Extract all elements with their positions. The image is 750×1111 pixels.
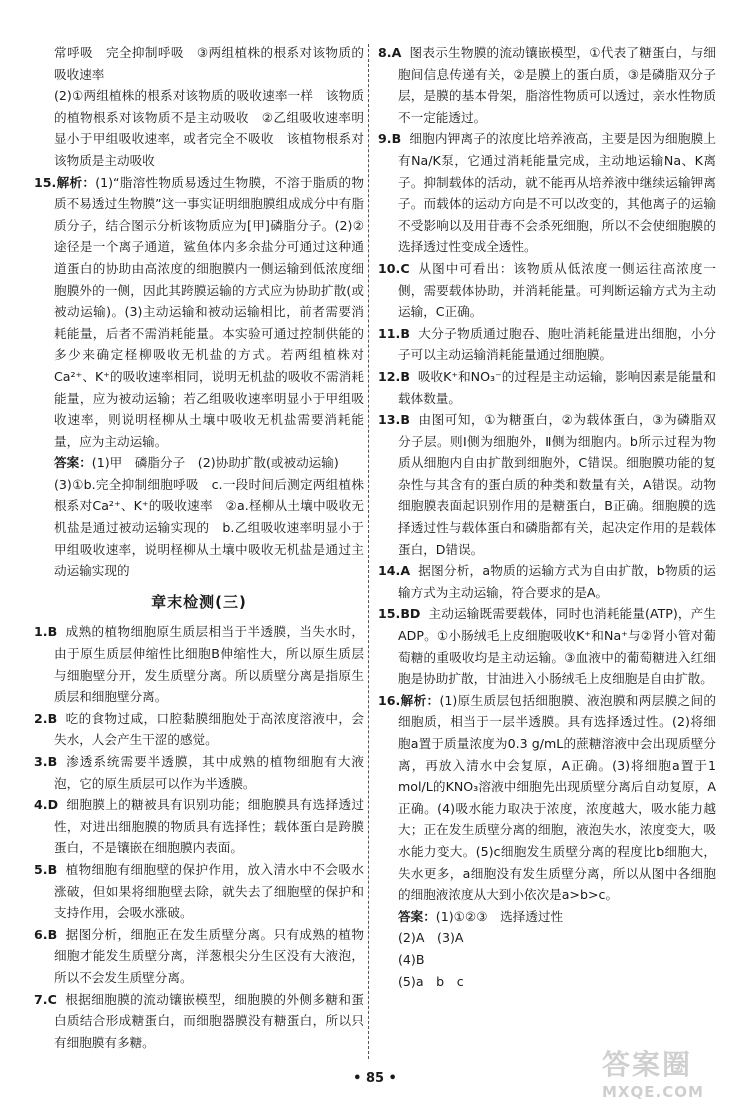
item-text: (1)①②③ 选择透过性 xyxy=(435,908,564,924)
answer-item xyxy=(378,927,716,949)
answer-item xyxy=(34,452,364,474)
answer-item xyxy=(378,971,716,993)
answer-letter: D xyxy=(47,797,59,813)
watermark-text: 答案圈 xyxy=(602,1048,693,1081)
answer-item xyxy=(34,924,364,989)
answer-letter: BD xyxy=(400,606,421,622)
watermark-url: MXQE.COM xyxy=(602,1083,704,1101)
answer-letter: A xyxy=(400,563,411,579)
item-number: 3. xyxy=(34,754,48,769)
item-text: 图表示生物膜的流动镶嵌模型，①代表了糖蛋白，与细胞间信息传递有关，②是膜上的蛋白质，③是磷脂双分子层，是膜的基本骨架，脂溶性物质可以透过，亲水性物质不一定能透过。 xyxy=(398,45,716,125)
item-number: 1. xyxy=(34,624,48,640)
item-text: 据图分析，细胞正在发生质壁分离。只有成熟的植物细胞才能发生质壁分离，洋葱根尖分生区没有大液泡，所以不会发生质壁分离。 xyxy=(54,926,364,985)
item-text: 常呼吸 完全抑制呼吸 ③两组植株的根系对该物质的吸收速率 xyxy=(54,45,364,82)
item-label: 答案： xyxy=(398,908,436,924)
answer-item xyxy=(378,258,716,323)
item-text: (1)“脂溶性物质易透过生物膜，不溶于脂质的物质不易透过生物膜”这一事实证明细胞膜组成成分中有脂质分子，结合图示分析该物质应为[甲]磷脂分子。(2)②途径是一个离子通道，鲨鱼体内多余盐分可通过这种通道蛋白的协助由高浓度的细胞膜内一侧运输到低浓度细胞膜外的一侧，因此其跨膜运输的方式应为协助扩散(或被动运输)。(3)主动运输和被动运输相比，前者需要消耗能量，后者不需消耗能量。本实验可通过控制供能的多少来确定柽柳吸收无机盐的方式。若两组植株对Ca²⁺、K⁺的吸收速率相同，说明无机盐的吸收不需消耗能量，应为被动运输；若乙组吸收速率明显小于甲组吸收速率，则说明柽柳从土壤中吸收无机盐需要消耗能量，应为主动运输。 xyxy=(54,174,364,449)
item-number: 2. xyxy=(34,710,48,726)
answer-item xyxy=(378,128,716,258)
answer-item xyxy=(378,949,716,971)
answer-item xyxy=(378,560,716,603)
item-number: 5. xyxy=(34,861,48,877)
answer-item xyxy=(378,366,716,409)
answer-letter: C xyxy=(47,991,57,1007)
item-text: (3)①b.完全抑制细胞呼吸 c.一段时间后测定两组植株根系对Ca²⁺、K⁺的吸收速率 ②a.柽柳从土壤中吸收无机盐是通过被动运输实现的 b.乙组吸收速率明显小于甲组吸收速率，说明柽柳从土壤中吸收无机盐是通过主动运输实现的 xyxy=(54,476,364,579)
item-label: 解析： xyxy=(56,174,96,190)
item-text: (5)a b c xyxy=(398,973,464,989)
answer-letter: A xyxy=(391,45,402,60)
item-number: 10. xyxy=(378,260,401,276)
answer-letter: C xyxy=(400,260,410,276)
item-number: 9. xyxy=(378,131,392,147)
answer-item xyxy=(34,474,364,582)
answer-letter: B xyxy=(47,710,58,726)
answer-item xyxy=(34,85,364,171)
answer-item xyxy=(378,690,716,906)
item-number: 14. xyxy=(378,563,401,579)
answer-item xyxy=(378,323,716,366)
item-text: 吃的食物过咸，口腔黏膜细胞处于高浓度溶液中，会失水，人会产生干涩的感觉。 xyxy=(54,710,364,748)
answer-item xyxy=(34,751,364,794)
item-number: 15. xyxy=(378,606,401,622)
item-number: 11. xyxy=(378,325,401,341)
item-text: 细胞内钾离子的浓度比培养液高，主要是因为细胞膜上有Na/K泵，它通过消耗能量完成，主动地运输Na、K离子。抑制载体的活动，就不能再从培养液中继续运输钾离子。而载体的运动方向是不可以改变的，其他离子的运输不受影响以及用苷毒不会杀死细胞，所以不会使细胞膜的选择透过性变成全透性。 xyxy=(398,131,716,255)
item-number: 7. xyxy=(34,991,48,1007)
item-text: (2)①两组植株的根系对该物质的吸收速率一样 该物质的植物根系对该物质不是主动吸收 ②乙组吸收速率明显小于甲组吸收速率，或者完全不吸收 该植物根系对该物质是主动吸收 xyxy=(54,88,364,168)
item-text: 主动运输既需要载体，同时也消耗能量(ATP)，产生ADP。①小肠绒毛上皮细胞吸收K⁺和Na⁺与②肾小管对葡萄糖的重吸收均是主动运输。③血液中的葡萄糖进入红细胞是协助扩散，甘油进入小肠绒毛上皮细胞是自由扩散。 xyxy=(398,606,716,687)
item-text: 植物细胞有细胞壁的保护作用，放入清水中不会吸水涨破，但如果将细胞壁去除，就失去了细胞壁的保护和支持作用，会吸水涨破。 xyxy=(54,861,364,921)
item-number: 8. xyxy=(378,45,392,60)
item-text: 大分子物质通过胞吞、胞吐消耗能量进出细胞，小分子可以主动运输消耗能量通过细胞膜。 xyxy=(398,325,716,363)
item-number: 13. xyxy=(378,412,401,428)
item-number: 4. xyxy=(34,797,48,813)
item-number: 6. xyxy=(34,926,48,942)
item-text: 细胞膜上的糖被具有识别功能；细胞膜具有选择透过性，对进出细胞膜的物质具有选择性；载体蛋白是跨膜蛋白，不是镶嵌在细胞膜内表面。 xyxy=(54,797,364,856)
item-number: 16. xyxy=(378,692,401,708)
right-column xyxy=(378,42,716,992)
column-divider xyxy=(368,44,369,1059)
item-text: 根据细胞膜的流动镶嵌模型，细胞膜的外侧多糖和蛋白质结合形成糖蛋白，而细胞器膜没有糖蛋白，所以只有细胞膜有多糖。 xyxy=(54,991,364,1050)
item-text: 由图可知，①为糖蛋白，②为载体蛋白，③为磷脂双分子层。则Ⅰ侧为细胞外，Ⅱ侧为细胞内。b所示过程为物质从细胞内自由扩散到细胞外，C错误。细胞膜功能的复杂性与其含有的蛋白质的种类和数量有关，A错误。动物细胞膜表面起识别作用的是糖蛋白，B正确。细胞膜的选择透过性与载体蛋白和磷脂都有关，起决定作用的是载体蛋白，D错误。 xyxy=(398,412,716,557)
answer-letter: B xyxy=(400,368,410,384)
answer-letter: B xyxy=(47,926,58,942)
item-text: 成熟的植物细胞原生质层相当于半透膜，当失水时，由于原生质层伸缩性比细胞B伸缩性大，所以原生质层与细胞壁分开，发生质壁分离。所以质壁分离是指原生质层和细胞壁分离。 xyxy=(54,624,364,705)
left-column xyxy=(34,42,364,1053)
item-text: 吸收K⁺和NO₃⁻的过程是主动运输，影响因素是能量和载体数量。 xyxy=(398,368,716,406)
answer-item xyxy=(34,794,364,859)
answer-item xyxy=(34,859,364,924)
item-text: (4)B xyxy=(398,951,425,967)
answer-item xyxy=(378,409,716,560)
item-text: 据图分析，a物质的运输方式为自由扩散，b物质的运输方式为主动运输，符合要求的是A。 xyxy=(398,563,716,600)
item-text: 从图中可看出：该物质从低浓度一侧运往高浓度一侧，需要载体协助，并消耗能量。可判断运输方式为主动运输，C正确。 xyxy=(398,260,716,320)
item-label: 解析： xyxy=(400,692,440,708)
answer-item xyxy=(34,172,364,453)
item-text: 渗透系统需要半透膜，其中成熟的植物细胞有大液泡，它的原生质层可以作为半透膜。 xyxy=(54,754,364,791)
answer-letter: B xyxy=(400,412,410,428)
answer-item xyxy=(378,42,716,128)
item-number: 12. xyxy=(378,368,401,384)
answer-item xyxy=(34,989,364,1054)
item-text: (1)甲 磷脂分子 (2)协助扩散(或被动运输) xyxy=(91,455,339,471)
item-number: 15. xyxy=(34,174,57,190)
section-title: 章末检测(三) xyxy=(151,592,247,611)
item-label: 答案： xyxy=(54,455,92,471)
answer-item xyxy=(34,621,364,707)
watermark-logo xyxy=(602,1043,732,1101)
answer-letter: B xyxy=(47,861,58,877)
answer-item xyxy=(378,906,716,928)
answer-item xyxy=(378,603,716,689)
item-text: (2)A (3)A xyxy=(398,930,464,946)
answer-letter: B xyxy=(47,754,58,769)
item-text: (1)原生质层包括细胞膜、液泡膜和两层膜之间的细胞质，相当于一层半透膜。具有选择透过性。(2)将细胞a置于质量浓度为0.3 g/mL的蔗糖溶液中会出现质壁分离，再放入清水中会复原，A正确。(3)将细胞a置于1 mol/L的KNO₃溶液中细胞先出现质壁分离后自动复原，A正确。(4)吸水能力取决于浓度，浓度越大，吸水能力越大；正在发生质壁分离的细胞，液泡失水，浓度变大，吸水能力变大。(5)c细胞发生质壁分离的程度比b细胞大，失水更多，a细胞没有发生质壁分离，所以从图中各细胞的细胞液浓度从大到小依次是a>b>c。 xyxy=(398,692,717,903)
answer-letter: B xyxy=(400,325,410,341)
page-number: • 85 • xyxy=(353,1071,397,1086)
answer-letter: B xyxy=(47,624,58,640)
answer-item xyxy=(34,42,364,85)
answer-item xyxy=(34,708,364,751)
answer-letter: B xyxy=(391,131,402,147)
